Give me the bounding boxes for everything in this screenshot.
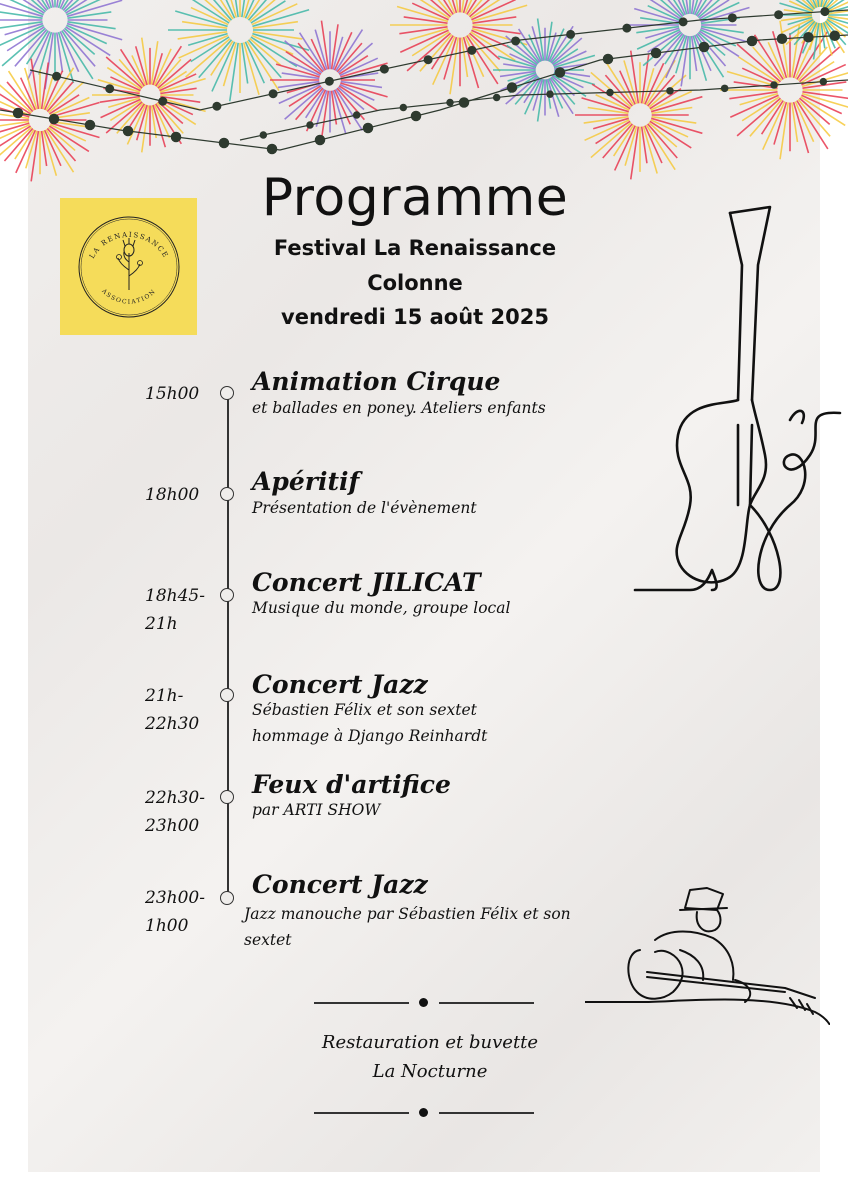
garland-bulb <box>219 138 230 149</box>
event-title: Apéritif <box>252 467 360 496</box>
event-title: Animation Cirque <box>252 367 501 396</box>
event-time: 23h00- 1h00 <box>145 888 205 936</box>
event-description: Musique du monde, groupe local <box>252 599 511 617</box>
garland-bulb <box>212 102 221 111</box>
firework-burst <box>390 0 527 94</box>
garland-bulb <box>493 94 501 102</box>
association-logo <box>60 198 197 335</box>
garland-bulb <box>566 30 575 39</box>
garland-bulb <box>306 121 314 129</box>
garland-bulb <box>747 36 758 47</box>
event-description: hommage à Django Reinhardt <box>252 727 488 745</box>
footer-catering: Restauration et buvette <box>321 1032 539 1053</box>
event-description: Jazz manouche par Sébastien Félix et son <box>244 905 571 923</box>
garland-bulb <box>511 36 520 45</box>
firework-burst <box>775 0 848 60</box>
svg-text:LA RENAISSANCE: LA RENAISSANCE <box>87 230 171 261</box>
garland-bulb <box>158 97 167 106</box>
garland-bulb <box>363 123 374 134</box>
garland-bulb <box>774 10 783 19</box>
timeline-node <box>220 790 234 804</box>
garland-bulb <box>325 77 334 86</box>
garland-bulb <box>85 120 96 131</box>
garland-bulb <box>446 99 454 107</box>
garland-bulb <box>728 13 737 22</box>
guitarist-line-art-icon <box>585 880 830 1025</box>
event-title: Feux d'artifice <box>252 770 451 799</box>
garland-bulb <box>546 90 554 98</box>
garland-bulb <box>721 85 729 93</box>
garland-bulb <box>777 34 788 45</box>
timeline-node <box>220 891 234 905</box>
timeline-axis <box>227 392 229 897</box>
garland-bulb <box>105 84 114 93</box>
event-time: 18h45- 21h <box>145 586 205 634</box>
footer-bar-name: La Nocturne <box>372 1061 488 1082</box>
festival-name: Festival La Renaissance <box>273 236 557 260</box>
garland-bulb <box>171 132 182 143</box>
guitar-line-art-icon <box>630 205 845 597</box>
garland-bulb <box>459 97 470 108</box>
garland-bulb <box>353 111 361 119</box>
garland-bulb <box>803 32 814 43</box>
footer-info <box>230 1028 630 1086</box>
event-time: 15h00 <box>145 384 200 404</box>
garland-bulb <box>52 72 61 81</box>
page-title: Programme <box>261 168 569 228</box>
garland-bulb <box>820 7 829 16</box>
festival-date: vendredi 15 août 2025 <box>281 305 549 329</box>
garland-bulb <box>380 65 389 74</box>
garland-bulb <box>260 131 268 139</box>
timeline-node <box>220 386 234 400</box>
garland-bulb <box>507 82 518 93</box>
svg-text:ASSOCIATION: ASSOCIATION <box>100 287 158 306</box>
garland-bulb <box>13 108 24 119</box>
garland-bulb <box>603 54 614 65</box>
timeline-node <box>220 487 234 501</box>
event-title: Concert JILICAT <box>252 568 481 597</box>
event-description: Sébastien Félix et son sextet <box>252 701 477 719</box>
garland-bulb <box>555 67 566 78</box>
garland-bulb <box>269 89 278 98</box>
top-divider <box>314 998 534 1008</box>
garland-bulb <box>679 17 688 26</box>
garland-bulb <box>770 81 778 89</box>
garland-bulb <box>315 135 326 146</box>
event-time: 22h30- 23h00 <box>145 788 205 836</box>
garland-bulb <box>467 46 476 55</box>
event-description: et ballades en poney. Ateliers enfants <box>252 399 546 417</box>
event-title: Concert Jazz <box>252 670 428 699</box>
event-description: Présentation de l'évènement <box>252 499 477 517</box>
garland-bulb <box>820 78 828 86</box>
event-description: par ARTI SHOW <box>252 801 381 819</box>
thistle-emblem-icon <box>60 198 197 335</box>
timeline-node <box>220 588 234 602</box>
firework-burst <box>0 0 122 89</box>
event-description: sextet <box>244 931 292 949</box>
event-time: 18h00 <box>145 485 200 505</box>
garland-bulb <box>123 126 134 137</box>
garland-bulb <box>411 111 422 122</box>
event-title: Concert Jazz <box>252 870 428 899</box>
garland-bulb <box>622 24 631 33</box>
event-time: 21h- 22h30 <box>145 686 200 734</box>
festival-place: Colonne <box>367 271 463 295</box>
garland-bulb <box>651 48 662 59</box>
garland-bulb <box>49 114 60 125</box>
garland-bulb <box>400 104 408 112</box>
garland-bulb <box>830 31 841 42</box>
bottom-divider <box>314 1108 534 1118</box>
garland-bulb <box>699 42 710 53</box>
garland-bulb <box>267 144 278 155</box>
garland-bulb <box>666 87 674 95</box>
garland-bulb <box>606 89 614 97</box>
garland-bulb <box>424 55 433 64</box>
timeline-node <box>220 688 234 702</box>
